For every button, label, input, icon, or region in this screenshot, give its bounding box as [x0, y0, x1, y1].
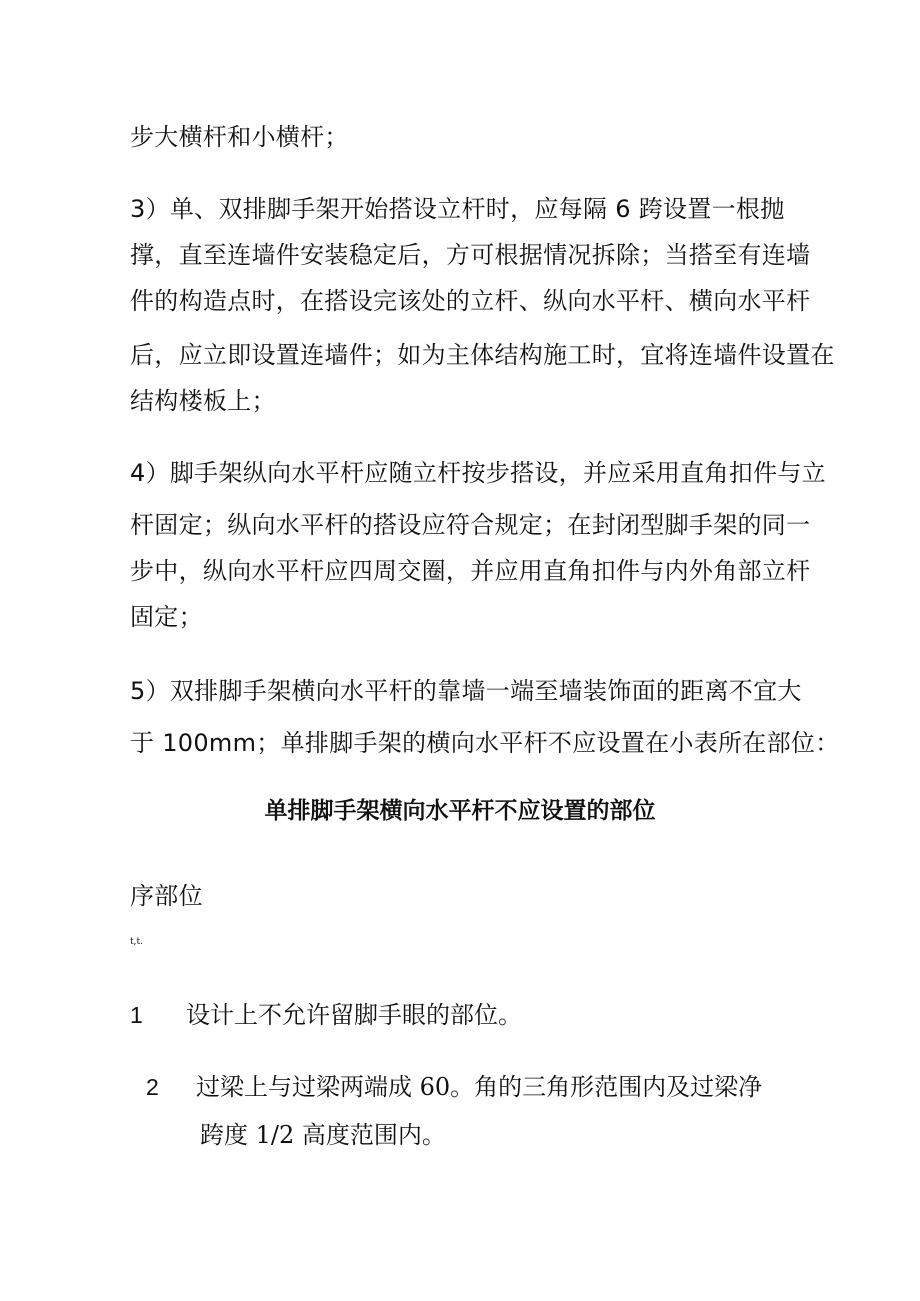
paragraph-line: 步中，纵向水平杆应四周交圈，并应用直角扣件与内外角部立杆 [130, 557, 811, 585]
paragraph-line: 步大横杆和小横杆； [130, 123, 349, 151]
paragraph-line: 固定； [130, 603, 203, 631]
paragraph-line: 5）双排脚手架横向水平杆的靠墙一端至墙装饰面的距离不宜大 [130, 677, 802, 705]
paragraph-line: 撑，直至连墙件安装稳定后，方可根据情况拆除；当搭至有连墙 [130, 241, 811, 269]
table-title: 单排脚手架横向水平杆不应设置的部位 [264, 798, 656, 824]
paragraph-line: 后，应立即设置连墙件；如为主体结构施工时，宜将连墙件设置在 [130, 341, 835, 369]
paragraph-line: 结构楼板上； [130, 387, 276, 415]
table-header: 序部位 [130, 882, 203, 910]
row-number: 2 [146, 1074, 159, 1100]
table-header-sub: t,t. [130, 937, 143, 947]
paragraph-line: 4）脚手架纵向水平杆应随立杆按步搭设，并应采用直角扣件与立 [130, 459, 826, 487]
paragraph-line: 杆固定；纵向水平杆的搭设应符合规定；在封闭型脚手架的同一 [130, 511, 811, 539]
paragraph-line: 件的构造点时，在搭设完该处的立杆、纵向水平杆、横向水平杆 [130, 287, 811, 315]
paragraph-line: 于 100mm；单排脚手架的横向水平杆不应设置在小表所在部位： [130, 729, 840, 757]
row-text: 过梁上与过梁两端成 60。角的三角形范围内及过梁净 [196, 1073, 763, 1101]
row-number: 1 [130, 1002, 143, 1028]
row-text: 跨度 1/2 高度范围内。 [200, 1121, 446, 1149]
paragraph-line: 3）单、双排脚手架开始搭设立杆时，应每隔 6 跨设置一根抛 [130, 195, 785, 223]
row-text: 设计上不允许留脚手眼的部位。 [186, 1001, 522, 1029]
